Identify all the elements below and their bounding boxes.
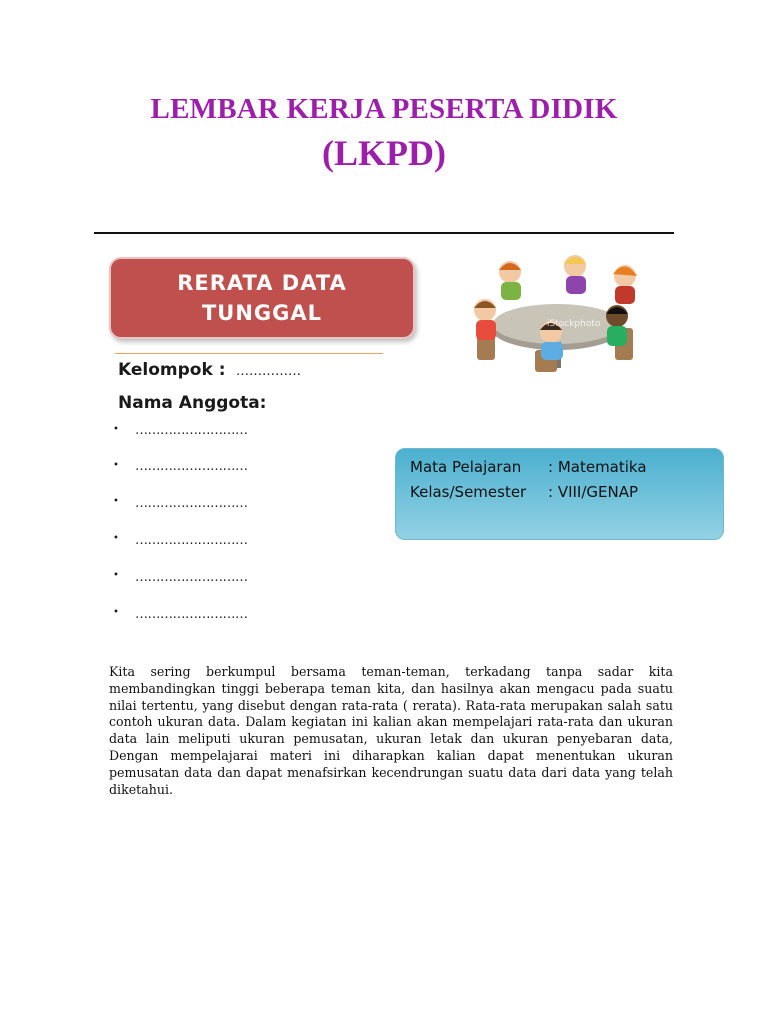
children-round-table-illustration <box>465 250 645 378</box>
member-line: ……………………… <box>135 423 248 438</box>
topic-line-1: RERATA DATA <box>177 271 347 295</box>
intro-paragraph: Kita sering berkumpul bersama teman-teman, terkadang tanpa sadar kita membandingkan tinggi beberapa teman kita, dan hasilnya akan mengacu pada suatu nilai tertentu, yang disebut dengan rata-rata ( rerata). Rata-rata merupakan salah satu contoh ukuran data. Dalam kegiatan ini kalian akan mempelajari rata-rata dan ukuran data lain meliputi ukuran pemusatan, ukuran letak dan ukuran penyebaran data, Dengan mempelajarai materi ini diharapkan kalian dapat menentukan ukuran pemusatan data dan dapat menafsirkan kecendrungan suatu data dari data yang telah diketahui. <box>109 664 673 797</box>
member-line: ……………………… <box>135 459 248 474</box>
bullet-icon: • <box>113 424 119 435</box>
page-subtitle: (LKPD) <box>322 133 446 173</box>
topic-banner <box>109 257 415 339</box>
class-row <box>410 483 638 501</box>
subject-value: : Matematika <box>548 458 647 476</box>
topic-line-2: TUNGGAL <box>201 301 323 325</box>
watermark-text: iStockphoto <box>547 319 601 329</box>
member-line: ……………………… <box>135 570 248 585</box>
bullet-icon: • <box>113 533 119 544</box>
bullet-icon: • <box>113 607 119 618</box>
member-line: ……………………… <box>135 533 248 548</box>
subject-row <box>410 458 647 476</box>
member-line: ……………………… <box>135 496 248 511</box>
page-title: LEMBAR KERJA PESERTA DIDIK <box>150 93 618 125</box>
subject-info-box <box>395 448 724 540</box>
bullet-icon: • <box>113 496 119 507</box>
class-value: : VIII/GENAP <box>548 483 639 501</box>
title-divider <box>94 232 674 234</box>
topic-underline <box>115 353 383 354</box>
kelompok-label: Kelompok : <box>118 360 226 380</box>
kelompok-value: …………… <box>236 364 301 379</box>
bullet-icon: • <box>113 570 119 581</box>
bullet-icon: • <box>113 460 119 471</box>
class-label: Kelas/Semester <box>410 483 527 501</box>
member-line: ……………………… <box>135 607 248 622</box>
anggota-label: Nama Anggota: <box>118 393 267 413</box>
subject-label: Mata Pelajaran <box>410 458 522 476</box>
